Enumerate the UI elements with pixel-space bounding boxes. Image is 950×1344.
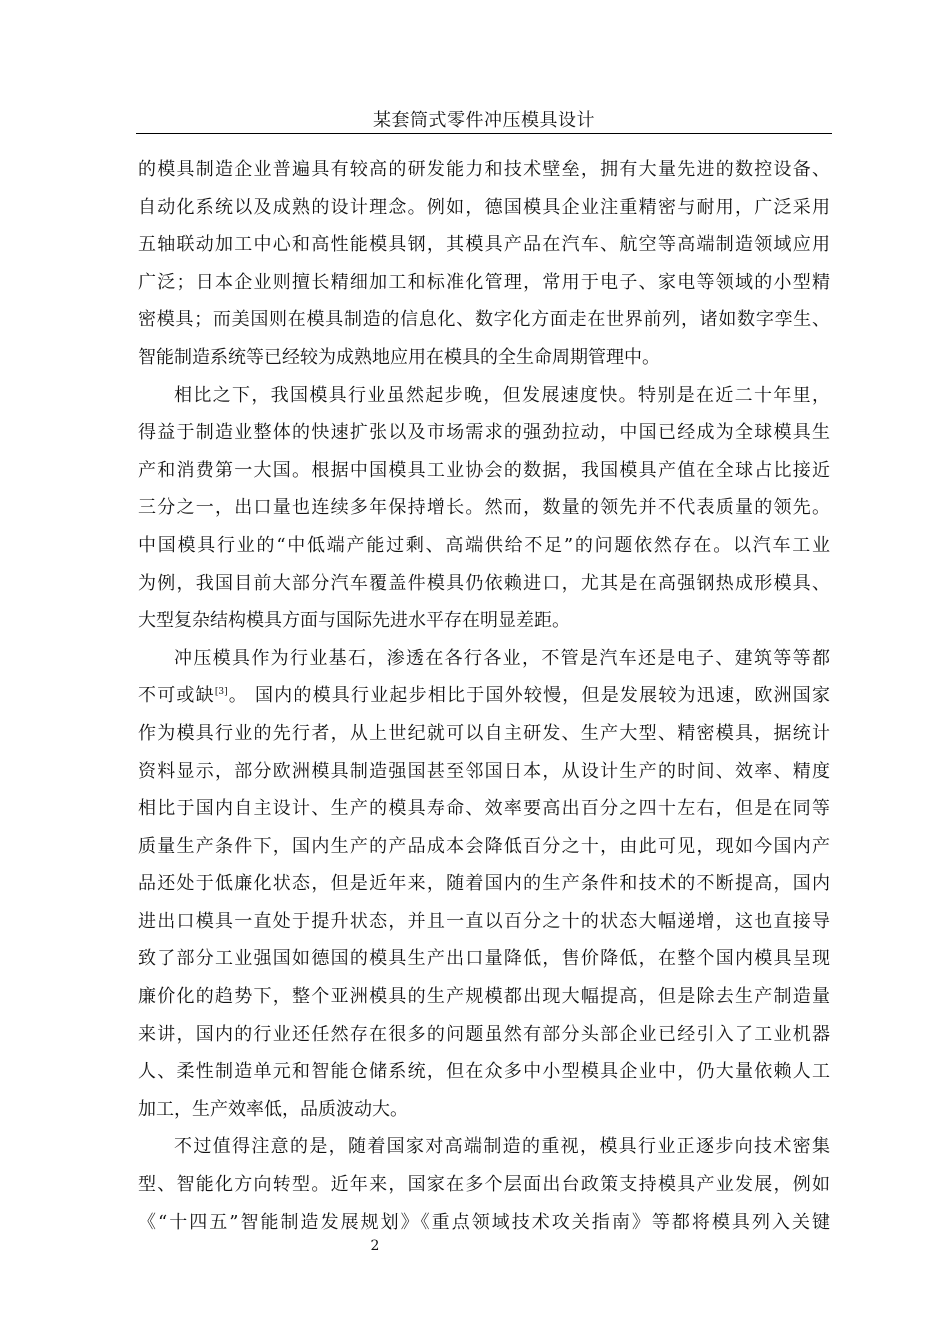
text-line: 廉价化的趋势下，整个亚洲模具的生产规模都出现大幅提高，但是除去生产制造量 — [138, 986, 830, 1008]
citation-marker: [3] — [214, 687, 228, 698]
text-line: 自动化系统以及成熟的设计理念。例如，德国模具企业注重精密与耐用，广泛采用 — [138, 196, 830, 218]
text-segment: 不可或缺 — [138, 685, 215, 707]
text-line: 的模具制造企业普遍具有较高的研发能力和技术壁垒，拥有大量先进的数控设备、 — [138, 159, 830, 180]
text-line: 品还处于低廉化状态，但是近年来，随着国内的生产条件和技术的不断提高，国内 — [138, 873, 830, 895]
text-line: 加工，生产效率低，品质波动大。 — [138, 1098, 408, 1120]
text-line: 广泛；日本企业则擅长精细加工和标准化管理，常用于电子、家电等领域的小型精 — [138, 271, 830, 293]
text-line: 五轴联动加工中心和高性能模具钢，其模具产品在汽车、航空等高端制造领域应用 — [138, 234, 830, 256]
text-line: 三分之一，出口量也连续多年保持增长。然而，数量的领先并不代表质量的领先。 — [138, 497, 830, 519]
page-number: 2 — [370, 1238, 380, 1254]
text-line: 中国模具行业的“中低端产能过剩、高端供给不足”的问题依然存在。以汽车工业 — [138, 534, 830, 556]
text-segment: 。 国内的模具行业起步相比于国外较慢，但是发展较为迅速，欧洲国家 — [227, 685, 831, 707]
text-line: 致了部分工业强国如德国的模具生产出口量降低，售价降低，在整个国内模具呈现 — [138, 948, 830, 970]
text-line: 智能制造系统等已经较为成熟地应用在模具的全生命周期管理中。 — [138, 346, 660, 368]
text-line: 型、智能化方向转型。近年来，国家在多个层面出台政策支持模具产业发展，例如 — [138, 1174, 830, 1196]
text-line: 相比于国内自主设计、生产的模具寿命、效率要高出百分之四十左右，但是在同等 — [138, 798, 830, 820]
text-line: 人、柔性制造单元和智能仓储系统，但在众多中小型模具企业中，仍大量依赖人工 — [138, 1061, 830, 1083]
text-line-with-citation — [138, 677, 830, 715]
text-line: 大型复杂结构模具方面与国际先进水平存在明显差距。 — [138, 610, 570, 632]
text-line: 来讲，国内的行业还任然存在很多的问题虽然有部分头部企业已经引入了工业机器 — [138, 1023, 830, 1045]
text-line: 进出口模具一直处于提升状态，并且一直以百分之十的状态大幅递增，这也直接导 — [138, 910, 830, 932]
text-line: 密模具；而美国则在模具制造的信息化、数字化方面走在世界前列，诸如数字孪生、 — [138, 309, 830, 331]
text-line: 作为模具行业的先行者，从上世纪就可以自主研发、生产大型、精密模具，据统计 — [138, 722, 830, 744]
text-line: 资料显示，部分欧洲模具制造强国甚至邻国日本，从设计生产的时间、效率、精度 — [138, 760, 830, 782]
text-line: 产和消费第一大国。根据中国模具工业协会的数据，我国模具产值在全球占比接近 — [138, 459, 830, 481]
running-header-title: 某套筒式零件冲压模具设计 — [373, 110, 595, 131]
paragraph-first-line: 冲压模具作为行业基石，渗透在各行各业，不管是汽车还是电子、建筑等等都 — [174, 647, 830, 669]
text-line: 质量生产条件下，国内生产的产品成本会降低百分之十，由此可见，现如今国内产 — [138, 835, 830, 857]
text-line: 《“十四五”智能制造发展规划》《重点领域技术攻关指南》等都将模具列入关键 — [138, 1211, 830, 1233]
body-text — [138, 151, 830, 1241]
paragraph-first-line: 不过值得注意的是，随着国家对高端制造的重视，模具行业正逐步向技术密集 — [174, 1136, 830, 1158]
text-line: 得益于制造业整体的快速扩张以及市场需求的强劲拉动，中国已经成为全球模具生 — [138, 422, 830, 444]
header-rule — [136, 133, 832, 134]
paragraph-first-line: 相比之下，我国模具行业虽然起步晚，但发展速度快。特别是在近二十年里， — [174, 384, 830, 406]
text-line: 为例，我国目前大部分汽车覆盖件模具仍依赖进口，尤其是在高强钢热成形模具、 — [138, 572, 830, 594]
